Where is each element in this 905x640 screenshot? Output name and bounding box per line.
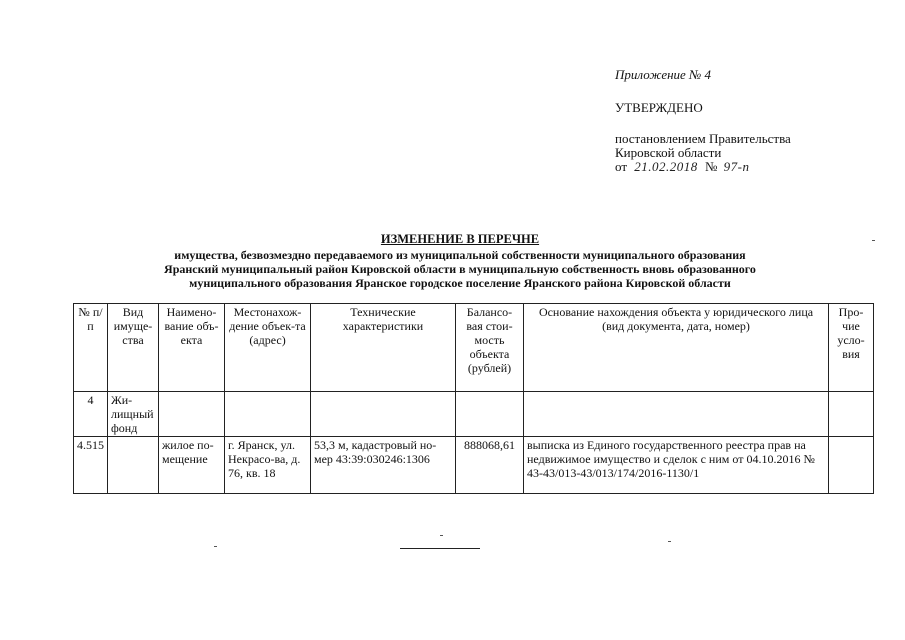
col-header-basis: Основание нахождения объекта у юридического лица (вид документа, дата, номер) [524,304,829,392]
row-address: г. Яранск, ул. Некрасо-ва, д. 76, кв. 18 [225,437,311,494]
row-value: 888068,61 [456,437,524,494]
col-header-other: Про-чие усло-вия [829,304,874,392]
row-kind [108,437,159,494]
table-row [74,437,874,494]
appendix-label: Приложение № 4 [615,67,712,82]
scan-speck [872,240,875,241]
handwritten-date: 21.02.2018 [634,159,698,174]
row-specs: 53,3 м, кадастровый но-мер 43:39:030246:1306 [311,437,456,494]
col-header-value: Балансо-вая стои-мость объекта (рублей) [456,304,524,392]
row-other [829,437,874,494]
scan-speck [440,535,443,536]
document-title: ИЗМЕНЕНИЕ В ПЕРЕЧНЕ [380,232,540,246]
col-header-name: Наимено-вание объ-екта [159,304,225,392]
table-header-row [74,304,874,392]
row-basis: выписка из Единого государственного реестра прав на недвижимое имущество и сделок с ним от 04.10.2016 № 43-43/013-43/013/174/2016-1130/1 [524,437,829,494]
handwritten-number: 97-п [723,159,750,174]
decree-line-1: постановлением Правительства [615,131,791,146]
table-section-row [74,392,874,437]
section-kind: Жи-лищный фонд [108,392,159,437]
section-number: 4 [74,392,108,437]
row-number: 4.515 [74,437,108,494]
title-line-3: муниципального образования Яранское городское поселение Яранского района Кировской области [189,276,731,290]
closing-rule [400,548,480,549]
title-line-1: имущества, безвозмездно передаваемого из муниципальной собственности муниципального образования [174,248,746,262]
decree-line-2: Кировской области [615,145,722,160]
col-header-number: № п/п [74,304,108,392]
scan-speck [214,546,217,547]
col-header-address: Местонахож-дение объек-та (адрес) [225,304,311,392]
number-label: № [705,159,718,174]
row-name: жилое по-мещение [159,437,225,494]
title-line-2: Яранский муниципальный район Кировской области в муниципальную собственность вновь образованного [164,262,756,276]
approved-label: УТВЕРЖДЕНО [615,100,703,115]
date-prefix: от [615,159,628,174]
property-table [73,303,874,494]
decree-date-line [615,159,750,174]
col-header-specs: Технические характеристики [311,304,456,392]
col-header-kind: Вид имущества [108,304,159,392]
scan-speck [668,541,671,542]
